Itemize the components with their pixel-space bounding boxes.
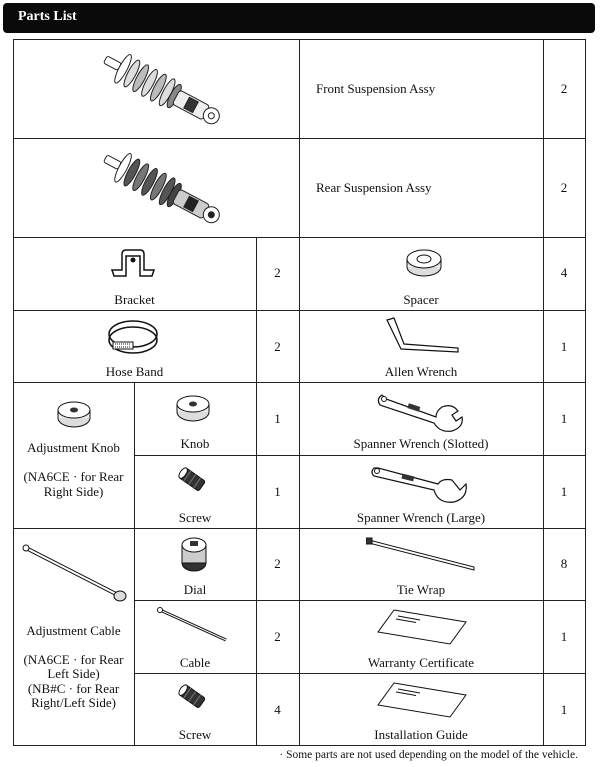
- item-name: Tie Wrap: [396, 582, 446, 597]
- group-note: Right/Left Side): [31, 695, 116, 710]
- item-quantity: 1: [274, 411, 281, 426]
- group-note: (NA6CE · for Rear: [23, 652, 124, 667]
- item-quantity: 4: [560, 265, 568, 280]
- item-quantity: 2: [274, 339, 281, 354]
- screw-icon: [176, 682, 210, 712]
- row-divider: [134, 600, 586, 601]
- item-quantity: 2: [274, 629, 281, 644]
- dial-icon: [178, 533, 210, 575]
- item-quantity: 2: [274, 556, 281, 571]
- group-name: Adjustment Cable: [26, 623, 121, 638]
- item-name: Screw: [178, 727, 212, 742]
- item-name: Warranty Certificate: [367, 655, 475, 670]
- parts-list-title: Parts List: [18, 9, 77, 24]
- spanner-wrench-slotted-icon: [374, 389, 468, 435]
- spanner-wrench-large-icon: [368, 462, 474, 508]
- item-quantity: 1: [274, 484, 281, 499]
- allen-wrench-icon: [384, 316, 462, 356]
- group-note: (NB#C · for Rear: [27, 681, 120, 696]
- item-name: Spanner Wrench (Slotted): [353, 436, 489, 451]
- item-quantity: 1: [560, 411, 568, 426]
- group-note: Left Side): [47, 666, 100, 681]
- item-quantity: 2: [274, 265, 281, 280]
- row-divider: [134, 673, 586, 674]
- item-name: Spacer: [403, 292, 439, 307]
- item-quantity: 2: [560, 81, 568, 96]
- adjustment-cable-icon: [20, 542, 128, 604]
- item-name: Hose Band: [105, 364, 164, 379]
- item-quantity: 1: [560, 339, 568, 354]
- knob-icon: [174, 394, 212, 424]
- item-name: Cable: [179, 655, 211, 670]
- item-name: Installation Guide: [374, 727, 468, 742]
- table-border-right: [585, 39, 586, 746]
- coilover-icon: [78, 42, 244, 136]
- item-name: Allen Wrench: [384, 364, 458, 379]
- item-name: Rear Suspension Assy: [316, 180, 432, 195]
- item-name: Spanner Wrench (Large): [356, 510, 486, 525]
- warranty-certificate-icon: [376, 608, 468, 646]
- group-name: Adjustment Knob: [27, 440, 120, 455]
- bracket-icon: [108, 246, 156, 286]
- installation-guide-icon: [376, 681, 468, 719]
- row-divider: [134, 455, 586, 456]
- item-quantity: 2: [560, 180, 568, 195]
- item-name: Bracket: [114, 292, 155, 307]
- adjustment-knob-icon: [55, 400, 93, 430]
- spacer-icon: [404, 248, 444, 278]
- table-border-left: [13, 39, 14, 746]
- item-name: Dial: [183, 582, 207, 597]
- cable-icon: [156, 606, 232, 644]
- tie-wrap-icon: [366, 535, 480, 575]
- hose-band-icon: [103, 316, 163, 358]
- item-quantity: 8: [560, 556, 568, 571]
- item-quantity: 4: [274, 702, 281, 717]
- item-name: Front Suspension Assy: [316, 81, 436, 96]
- group-note: (NA6CE · for Rear: [23, 469, 124, 484]
- screw-icon: [176, 465, 210, 495]
- item-quantity: 1: [560, 484, 568, 499]
- footnote: · Some parts are not used depending on the model of the vehicle.: [279, 749, 578, 761]
- item-quantity: 1: [560, 629, 568, 644]
- group-note: Right Side): [43, 484, 104, 499]
- col-divider: [299, 39, 300, 746]
- coilover-icon: [78, 141, 244, 235]
- item-name: Knob: [180, 436, 210, 451]
- item-name: Screw: [178, 510, 212, 525]
- item-quantity: 1: [560, 702, 568, 717]
